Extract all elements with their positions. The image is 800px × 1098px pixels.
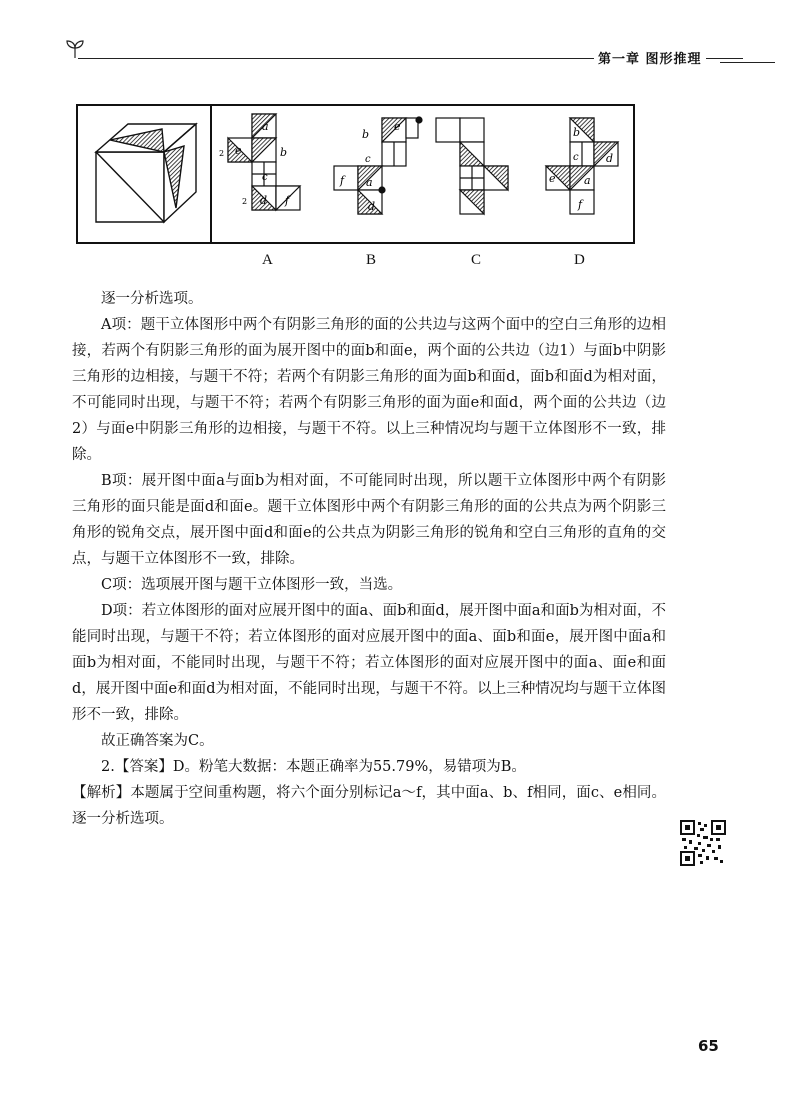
sprout-icon	[64, 38, 86, 60]
net-b-label-e: e	[394, 120, 401, 133]
net-b-label-c: c	[365, 154, 371, 165]
net-a-label-d: d	[260, 194, 268, 207]
net-d-label-e: e	[549, 172, 556, 185]
option-label-a: A	[262, 252, 273, 268]
net-option-c	[436, 118, 508, 214]
option-label-d: D	[574, 252, 585, 268]
net-b-label-b: b	[362, 128, 370, 141]
net-a-label-c: c	[262, 172, 268, 183]
paragraph-answer: 故正确答案为C。	[101, 733, 214, 749]
net-option-b	[334, 117, 422, 214]
paragraph-option-a: A项：题干立体图形中两个有阴影三角形的面的公共边与这两个面中的空白三角形的边相接，若两个有阴影三角形的面为展开图中的面b和面e，两个面的公共边（边1）与面b中阴影三角形的边相接，与题干不符；若两个有阴影三角形的面为面b和面d，面b和面d为相对面，不可能同时出现，与题干不符；若两个有阴影三角形的面为面e和面d，两个面的公共边（边2）与面e中阴影三角形的边相接，与题干不符。以上三种情况均与题干立体图形不一致，排除。	[72, 317, 666, 463]
net-d-label-d: d	[606, 152, 614, 165]
net-a-edge-label-1: 2	[219, 149, 225, 158]
paragraph-intro: 逐一分析选项。	[101, 291, 203, 307]
header-rule-right	[720, 62, 775, 63]
option-label-c: C	[471, 252, 482, 268]
net-d-label-c: c	[573, 152, 579, 163]
option-label-b: B	[366, 252, 377, 268]
paragraph-option-c: C项：选项展开图与题干立体图形一致，当选。	[101, 577, 403, 593]
net-b-label-d: d	[368, 200, 376, 213]
cube-figure	[76, 104, 636, 246]
paragraph-q2-analysis: 【解析】本题属于空间重构题，将六个面分别标记a～f，其中面a、b、f相同，面c、e相同。逐一分析选项。	[72, 785, 666, 827]
paragraph-option-d: D项：若立体图形的面对应展开图中的面a、面b和面d，展开图中面a和面b为相对面，不能同时出现，与题干不符；若立体图形的面对应展开图中的面a、面b和面e，展开图中面a和面b为相对面，不能同时出现，与题干不符；若立体图形的面对应展开图中的面a、面e和面d，展开图中面e和面d为相对面，不能同时出现，与题干不符。以上三种情况均与题干立体图形不一致，排除。	[72, 603, 666, 723]
net-a-label-f: f	[285, 194, 290, 207]
net-d-label-f: f	[578, 198, 583, 211]
paragraph-option-b: B项：展开图中面a与面b为相对面，不可能同时出现，所以题干立体图形中两个有阴影三角形的面只能是面d和面e。题干立体图形中两个有阴影三角形的面的公共点为两个阴影三角形的锐角交点，展开图中面d和面e的公共点为阴影三角形的锐角和空白三角形的直角的交点，与题干立体图形不一致，排除。	[72, 473, 666, 567]
page-number: 65	[698, 1037, 719, 1055]
net-b-label-f: f	[340, 174, 345, 187]
qr-code-icon	[680, 820, 726, 866]
net-d-label-a: a	[584, 174, 591, 187]
net-a-edge-label-2: 2	[242, 197, 248, 206]
solution-text	[72, 286, 666, 832]
paragraph-q2-answer: 2.【答案】D。粉笔大数据：本题正确率为55.79%，易错项为B。	[101, 759, 526, 775]
question-cube	[96, 124, 196, 222]
net-a-label-e: e	[235, 144, 242, 157]
net-a-label-b: b	[280, 146, 288, 159]
net-a-label-a: a	[262, 120, 269, 133]
net-d-label-b: b	[573, 126, 581, 139]
chapter-title: 第一章 图形推理	[594, 48, 706, 67]
net-b-label-a: a	[366, 176, 373, 189]
